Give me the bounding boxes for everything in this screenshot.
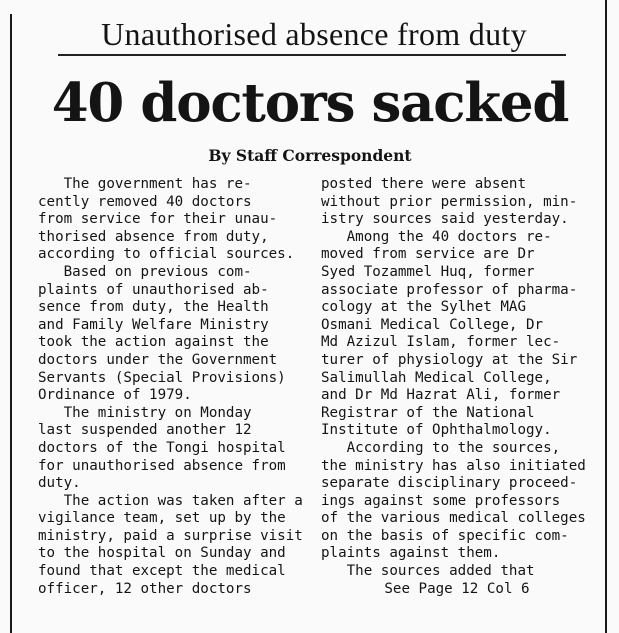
text-line: associate professor of pharma-: [321, 281, 578, 298]
headline: 40 doctors sacked: [51, 72, 569, 134]
text-line: plaints of unauthorised ab-: [38, 281, 269, 298]
text-line: without prior permission, min-: [321, 193, 578, 210]
article-column-right: [321, 176, 593, 598]
text-line: took the action against the: [38, 334, 269, 351]
column-rule-right: [605, 0, 607, 633]
text-line: Institute of Ophthalmology.: [321, 422, 552, 439]
text-line: Among the 40 doctors re-: [321, 228, 552, 245]
text-line: plaints against them.: [321, 545, 501, 562]
column-rule-left: [10, 14, 12, 633]
text-line: found that except the medical: [38, 563, 286, 580]
text-line: Md Azizul Islam, former lec-: [321, 334, 561, 351]
text-line: ings against some professors: [321, 492, 561, 509]
continuation-note: See Page 12 Col 6: [384, 580, 530, 597]
text-line: posted there were absent: [321, 176, 526, 192]
text-line: officer, 12 other doctors: [38, 580, 252, 597]
text-line: moved from service are Dr: [321, 246, 535, 263]
text-line: Syed Tozammel Huq, former: [321, 263, 535, 280]
text-line: separate disciplinary proceed-: [321, 475, 578, 492]
text-line: and Family Welfare Ministry: [38, 316, 269, 333]
article-column-left: [38, 176, 303, 598]
text-line: doctors under the Government: [38, 351, 278, 368]
text-line: cology at the Sylhet MAG: [321, 299, 526, 316]
text-line: to the hospital on Sunday and: [38, 545, 286, 562]
byline: By Staff Correspondent: [208, 146, 412, 165]
text-line: duty.: [38, 475, 81, 492]
text-line: Based on previous com-: [38, 263, 252, 280]
kicker-underline: [58, 54, 566, 56]
kicker-heading: Unauthorised absence from duty: [101, 16, 527, 52]
text-line: and Dr Md Hazrat Ali, former: [321, 387, 561, 404]
text-line: vigilance team, set up by the: [38, 510, 286, 527]
text-line: Servants (Special Provisions): [38, 369, 286, 386]
text-line: Osmani Medical College, Dr: [321, 316, 544, 333]
text-line: for unauthorised absence from: [38, 457, 286, 474]
text-line: sence from duty, the Health: [38, 299, 269, 316]
text-line: ministry, paid a surprise visit: [38, 527, 303, 544]
text-line: Ordinance of 1979.: [38, 387, 192, 404]
text-line: istry sources said yesterday.: [321, 211, 569, 228]
text-line: Salimullah Medical College,: [321, 369, 552, 386]
text-line: the ministry has also initiated: [321, 457, 586, 474]
text-line: on the basis of specific com-: [321, 527, 569, 544]
text-line: The ministry on Monday: [38, 404, 252, 421]
text-line: The government has re-: [38, 176, 252, 192]
text-line: doctors of the Tongi hospital: [38, 439, 286, 456]
text-line: thorised absence from duty,: [38, 228, 269, 245]
text-line: cently removed 40 doctors: [38, 193, 252, 210]
text-line: last suspended another 12: [38, 422, 252, 439]
text-line: The sources added that: [321, 563, 535, 580]
text-line: According to the sources,: [321, 439, 561, 456]
text-line: Registrar of the National: [321, 404, 535, 421]
text-line: turer of physiology at the Sir: [321, 351, 578, 368]
text-line: from service for their unau-: [38, 211, 278, 228]
text-line: according to official sources.: [38, 246, 295, 263]
text-line: of the various medical colleges: [321, 510, 586, 527]
text-line: The action was taken after a: [38, 492, 303, 509]
